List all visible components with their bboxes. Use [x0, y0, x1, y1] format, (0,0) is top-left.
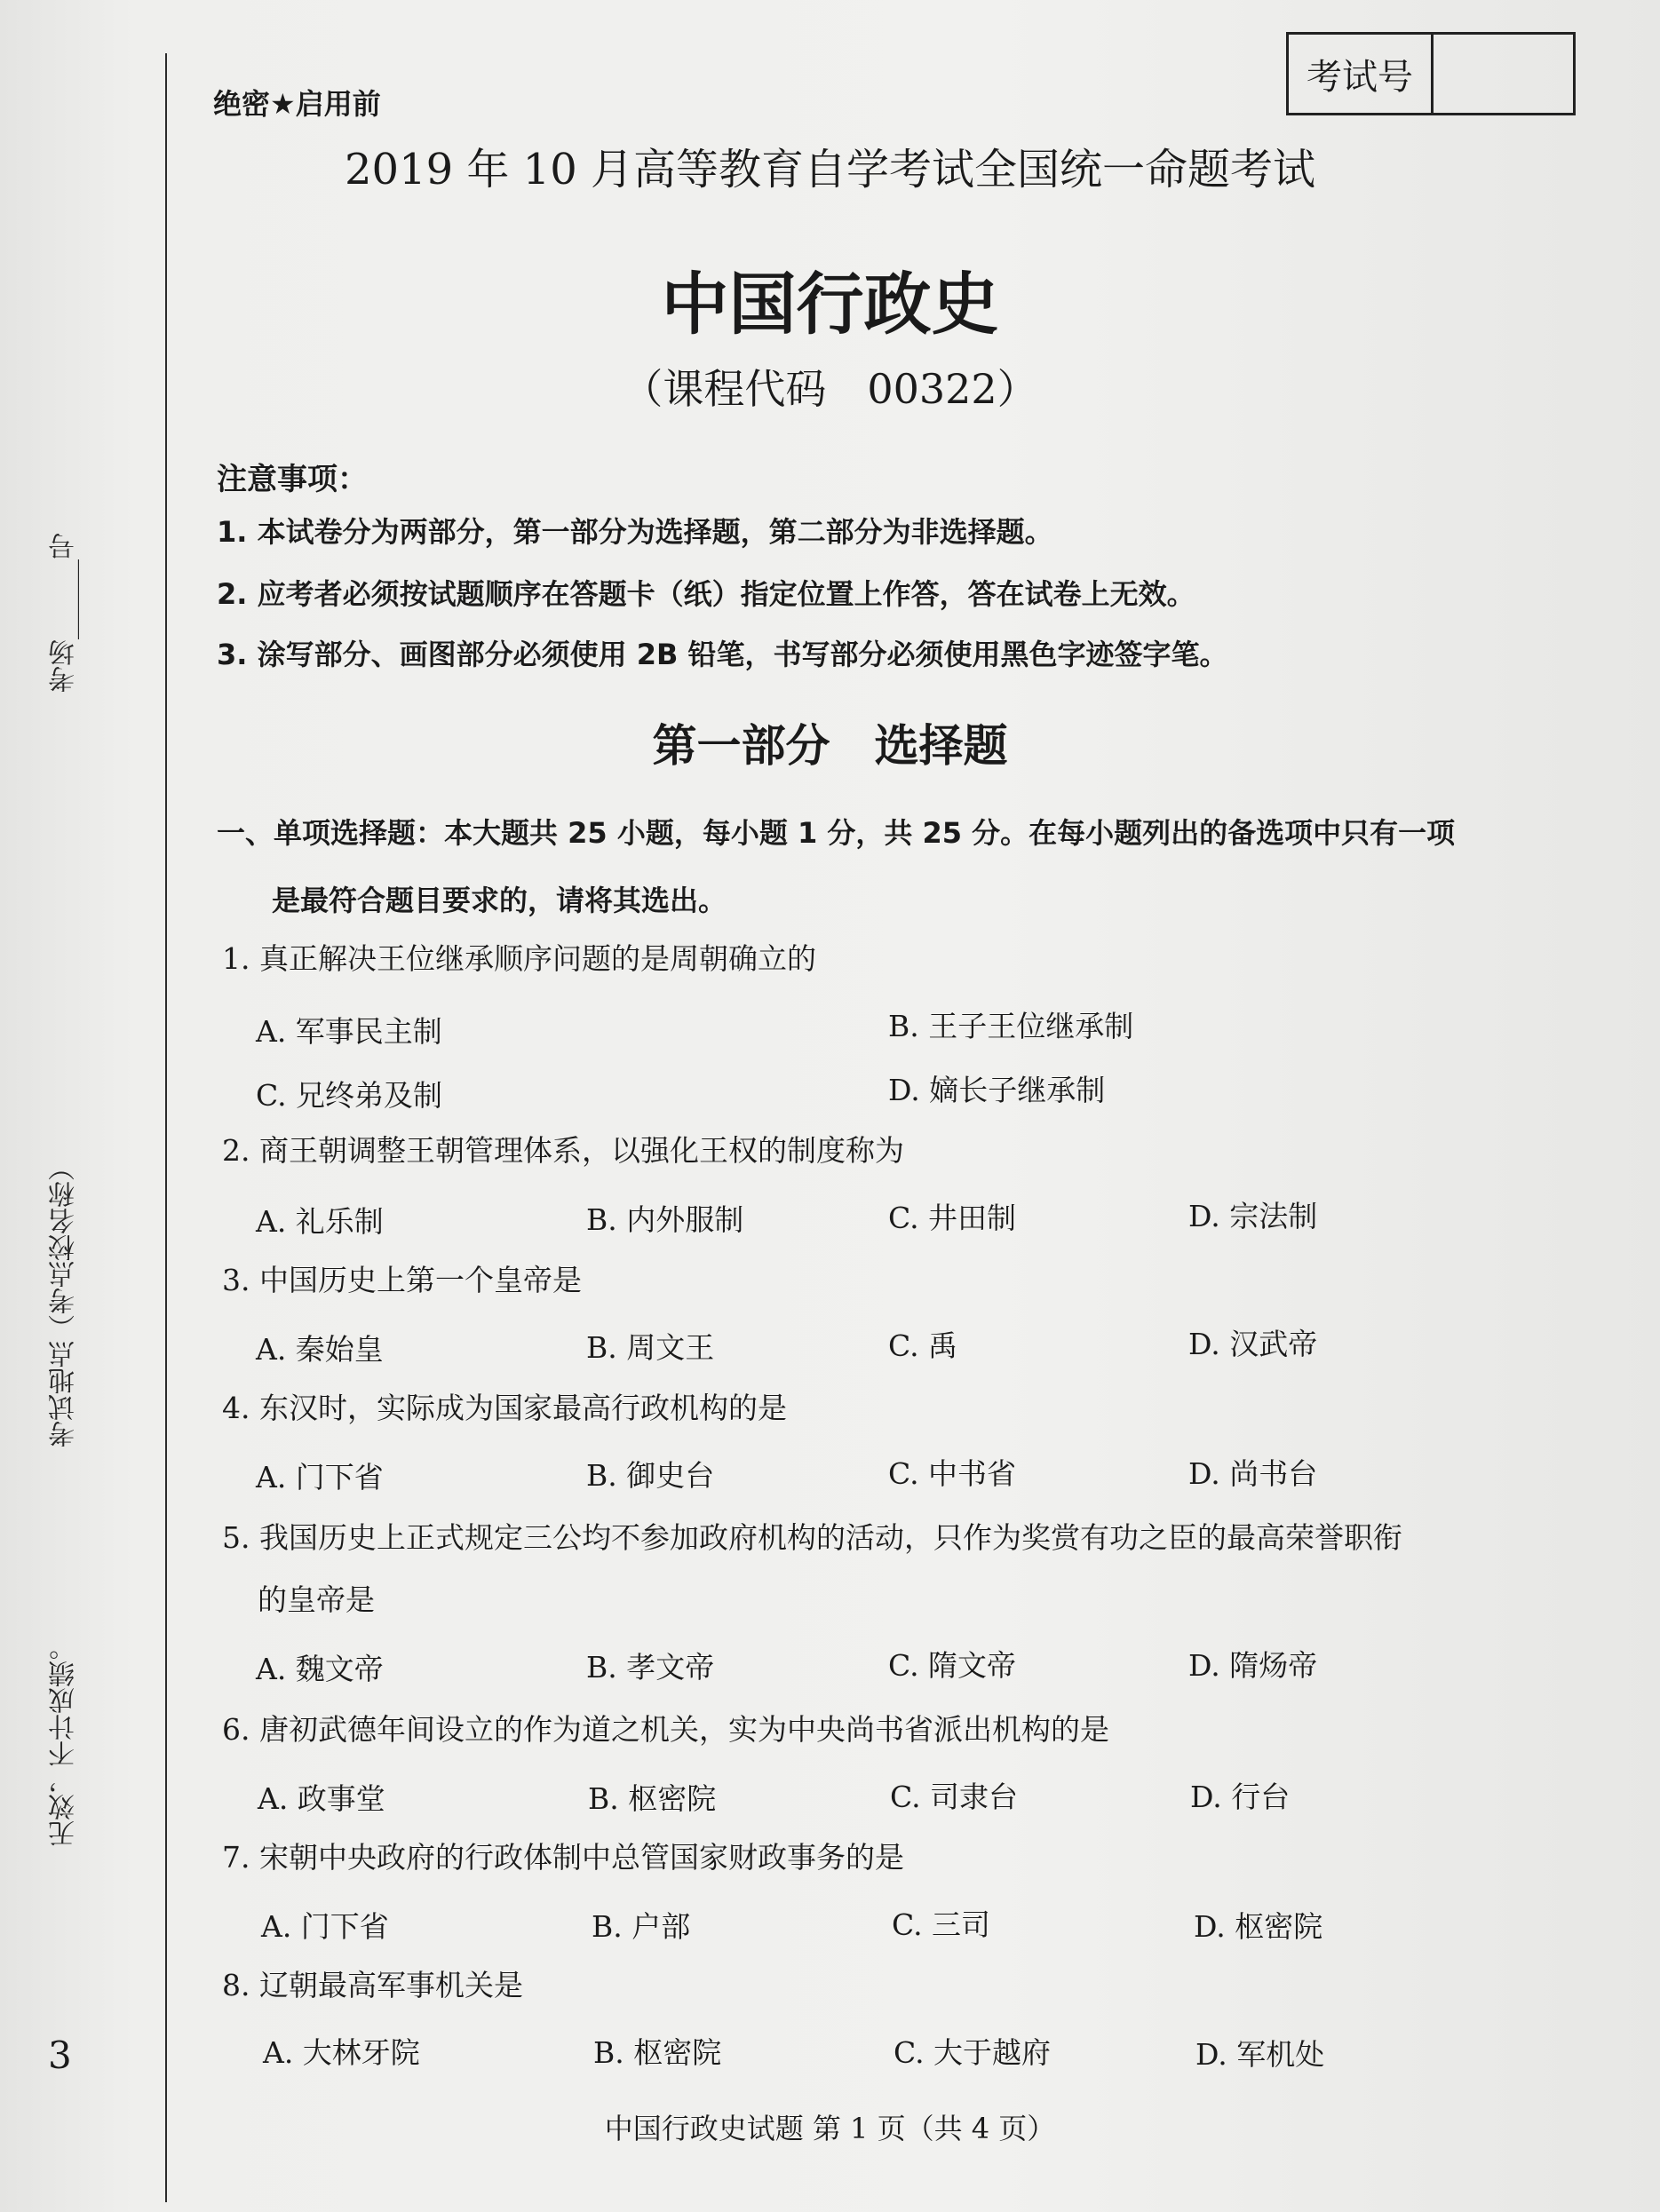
- question-stem-continued: 的皇帝是: [258, 1582, 375, 1617]
- option: A. 门下省: [261, 1909, 389, 1944]
- exam-title: 2019 年 10 月高等教育自学考试全国统一命题考试: [344, 145, 1315, 194]
- note-item: 3. 涂写部分、画图部分必须使用 2B 铅笔，书写部分必须使用黑色字迹签字笔。: [217, 638, 1228, 671]
- note-item: 2. 应考者必须按试题顺序在答题卡（纸）指定位置上作答，答在试卷上无效。: [217, 577, 1195, 611]
- side-warning-text: 无效，不计成绩。: [49, 1634, 80, 1847]
- question-stem: 7. 宋朝中央政府的行政体制中总管国家财政事务的是: [222, 1840, 904, 1875]
- option: B. 枢密院: [588, 1781, 717, 1816]
- option: A. 政事堂: [258, 1781, 385, 1816]
- question-stem: 1. 真正解决王位继承顺序问题的是周朝确立的: [222, 941, 816, 976]
- question-stem: 6. 唐初武德年间设立的作为道之机关，实为中央尚书省派出机构的是: [222, 1712, 1109, 1747]
- edge-page-number: 3: [48, 2034, 72, 2077]
- page-footer: 中国行政史试题 第 1 页（共 4 页）: [604, 2112, 1056, 2145]
- option: A. 礼乐制: [256, 1204, 384, 1239]
- option: B. 王子王位继承制: [888, 1009, 1134, 1043]
- note-item: 1. 本试卷分为两部分，第一部分为选择题，第二部分为非选择题。: [217, 515, 1053, 549]
- notes-heading: 注意事项：: [217, 462, 368, 497]
- question-stem: 8. 辽朝最高军事机关是: [222, 1968, 523, 2002]
- course-code: （课程代码 00322）: [622, 365, 1038, 413]
- option: C. 兄终弟及制: [256, 1078, 443, 1113]
- exam-number-box: [1286, 32, 1576, 115]
- question-stem: 5. 我国历史上正式规定三公均不参加政府机构的活动，只作为奖赏有功之臣的最高荣誉职衔: [222, 1520, 1402, 1555]
- option: A. 大林牙院: [263, 2035, 420, 2070]
- question-stem: 4. 东汉时，实际成为国家最高行政机构的是: [222, 1391, 787, 1425]
- side-exam-room-label: 考场______号: [49, 533, 80, 693]
- option: C. 中书省: [888, 1456, 1017, 1491]
- option: A. 门下省: [256, 1460, 384, 1494]
- section-instructions: [217, 799, 1585, 934]
- option: A. 魏文帝: [256, 1652, 384, 1686]
- option: C. 司隶台: [890, 1780, 1019, 1814]
- option: A. 军事民主制: [256, 1014, 442, 1049]
- option: B. 周文王: [586, 1330, 715, 1365]
- option: D. 宗法制: [1188, 1199, 1318, 1233]
- option: B. 内外服制: [586, 1202, 744, 1237]
- option: D. 汉武帝: [1188, 1327, 1318, 1361]
- section-line-2: 是最符合题目要求的，请将其选出。: [272, 884, 727, 917]
- part-one-heading: 第一部分 选择题: [652, 720, 1008, 772]
- option: B. 枢密院: [593, 2035, 722, 2070]
- option: B. 户部: [592, 1909, 691, 1944]
- option: D. 枢密院: [1194, 1909, 1323, 1944]
- option: B. 孝文帝: [586, 1650, 715, 1685]
- option: C. 大于越府: [894, 2035, 1052, 2070]
- option: C. 禹: [888, 1328, 958, 1363]
- question-stem: 3. 中国历史上第一个皇帝是: [222, 1263, 582, 1297]
- option: D. 尚书台: [1188, 1456, 1318, 1491]
- option: C. 井田制: [888, 1201, 1017, 1235]
- section-line-1: 一、单项选择题：本大题共 25 小题，每小题 1 分，共 25 分。在每小题列出的备选项中只有一项: [217, 816, 1456, 850]
- option: D. 隋炀帝: [1188, 1648, 1318, 1683]
- exam-number-field: [1434, 35, 1573, 113]
- exam-number-label: 考试号: [1289, 35, 1434, 113]
- option: D. 行台: [1190, 1780, 1291, 1814]
- option: C. 三司: [892, 1907, 991, 1942]
- option: B. 御史台: [586, 1458, 715, 1493]
- secret-label: 绝密★启用前: [213, 87, 381, 121]
- option: D. 嫡长子继承制: [888, 1073, 1106, 1107]
- course-title: 中国行政史: [661, 265, 999, 344]
- side-exam-site-label: 考试地点（考点校名称）: [49, 1154, 80, 1447]
- option: A. 秦始皇: [256, 1332, 384, 1367]
- option: D. 军机处: [1195, 2037, 1325, 2072]
- question-stem: 2. 商王朝调整王朝管理体系，以强化王权的制度称为: [222, 1133, 904, 1168]
- option: C. 隋文帝: [888, 1648, 1017, 1683]
